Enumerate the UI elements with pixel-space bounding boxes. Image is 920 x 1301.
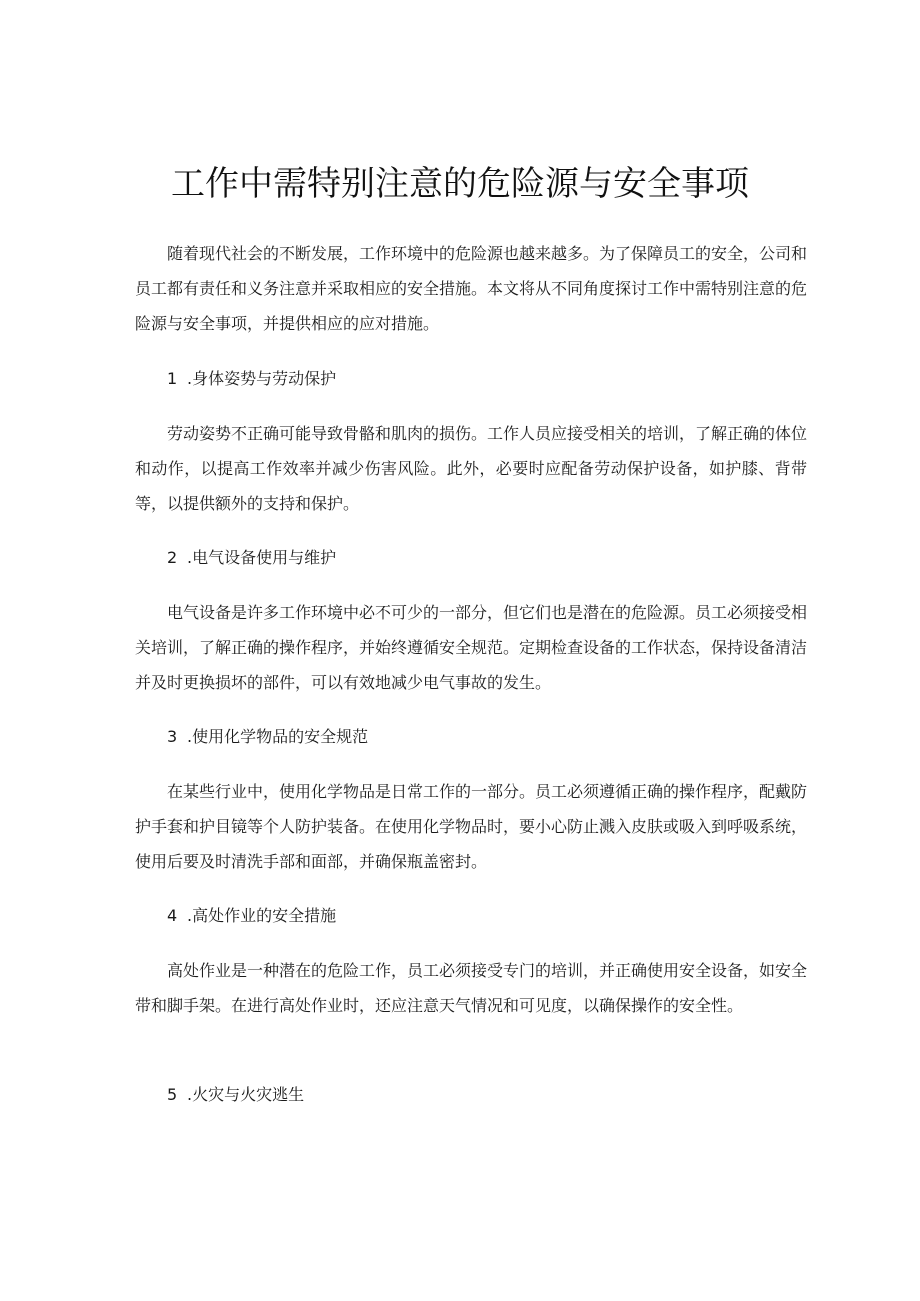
section-body-4: 高处作业是一种潜在的危险工作，员工必须接受专门的培训，并正确使用安全设备，如安全带和脚手架。在进行高处作业时，还应注意天气情况和可见度，以确保操作的安全性。 [135,961,808,1015]
section-heading-text: .高处作业的安全措施 [187,906,337,925]
section-heading-2 [167,546,336,570]
document-title: 工作中需特别注意的危险源与安全事项 [171,164,749,204]
section-number: 5 [167,1085,178,1104]
section-heading-text: .身体姿势与劳动保护 [187,369,337,388]
section-number: 1 [167,369,178,388]
section-number: 4 [167,906,178,925]
section-heading-text: .使用化学物品的安全规范 [187,727,369,746]
section-heading-5 [167,1083,304,1107]
intro-paragraph: 随着现代社会的不断发展，工作环境中的危险源也越来越多。为了保障员工的安全，公司和员工都有责任和义务注意并采取相应的安全措施。本文将从不同角度探讨工作中需特别注意的危险源与安全事项，并提供相应的应对措施。 [135,244,808,333]
section-body-2: 电气设备是许多工作环境中必不可少的一部分，但它们也是潜在的危险源。员工必须接受相关培训，了解正确的操作程序，并始终遵循安全规范。定期检查设备的工作状态，保持设备清洁并及时更换损坏的部件，可以有效地减少电气事故的发生。 [135,603,808,692]
section-heading-4 [167,904,336,928]
section-heading-1 [167,367,336,391]
section-heading-3 [167,725,368,749]
section-body-1: 劳动姿势不正确可能导致骨骼和肌肉的损伤。工作人员应接受相关的培训，了解正确的体位和动作，以提高工作效率并减少伤害风险。此外，必要时应配备劳动保护设备，如护膝、背带等，以提供额外的支持和保护。 [135,424,808,513]
section-heading-text: .火灾与火灾逃生 [187,1085,305,1104]
section-number: 2 [167,548,178,567]
section-number: 3 [167,727,178,746]
section-heading-text: .电气设备使用与维护 [187,548,337,567]
section-body-3: 在某些行业中，使用化学物品是日常工作的一部分。员工必须遵循正确的操作程序，配戴防护手套和护目镜等个人防护装备。在使用化学物品时，要小心防止溅入皮肤或吸入到呼吸系统，使用后要及时清洗手部和面部，并确保瓶盖密封。 [135,782,808,871]
